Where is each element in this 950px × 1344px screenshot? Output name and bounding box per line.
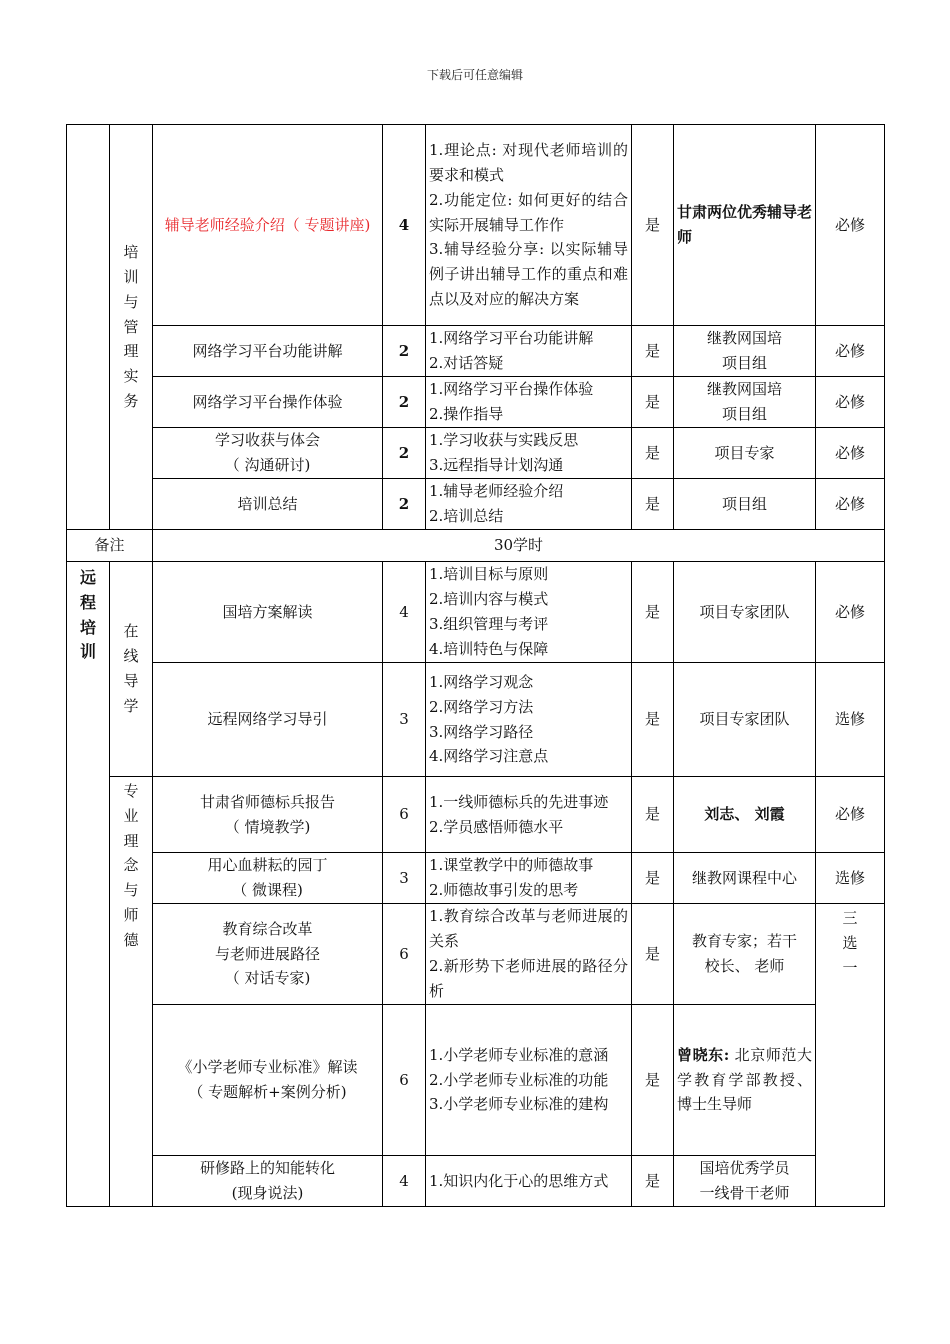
type-cell: 必修 [816,377,885,428]
online-cell: 是 [632,562,674,663]
course-title: 教育综合改革 与老师进展路径 （ 对话专家) [153,904,383,1005]
hours-cell: 4 [383,125,426,326]
course-title: 国培方案解读 [153,562,383,663]
content-cell: 1.课堂教学中的师德故事 2.师德故事引发的思考 [426,853,632,904]
teacher-cell: 国培优秀学员 一线骨干老师 [674,1156,816,1207]
table-row [67,125,885,326]
table-row [67,853,885,904]
teacher-title: 北京师范大学教育学部教授、 博士生导师 [677,1045,812,1114]
content-cell: 1.理论点: 对现代老师培训的要求和模式 2.功能定位: 如何更好的结合实际开展辅导工作作 3.辅导经验分享: 以实际辅导例子讲出辅导工作的重点和难点以及对应的解决方案 [426,125,632,326]
type-cell: 必修 [816,479,885,530]
table-row [67,562,885,663]
teacher-cell: 项目组 [674,479,816,530]
type-cell: 必修 [816,428,885,479]
teacher-cell: 项目专家团队 [674,562,816,663]
hours-cell: 6 [383,904,426,1005]
course-title: 培训总结 [153,479,383,530]
table-row [67,428,885,479]
remark-row [67,530,885,562]
online-cell: 是 [632,326,674,377]
online-cell: 是 [632,777,674,853]
table-row [67,1005,885,1156]
type-cell: 必修 [816,562,885,663]
content-cell: 1.辅导老师经验介绍 2.培训总结 [426,479,632,530]
type-cell: 必修 [816,125,885,326]
content-cell: 1.网络学习观念 2.网络学习方法 3.网络学习路径 4.网络学习注意点 [426,663,632,777]
hours-cell: 2 [383,479,426,530]
hours-cell: 2 [383,326,426,377]
course-title: 辅导老师经验介绍（ 专题讲座) [153,125,383,326]
page-header: 下载后可任意编辑 [426,68,523,82]
course-title: 用心血耕耘的园丁 （ 微课程) [153,853,383,904]
course-title: 《小学老师专业标准》解读 （ 专题解析+案例分析) [153,1005,383,1156]
module-label: 在 线 导 学 [110,562,153,777]
teacher-cell: 项目专家团队 [674,663,816,777]
course-title: 甘肃省师德标兵报告 （ 情境教学) [153,777,383,853]
course-title: 网络学习平台操作体验 [153,377,383,428]
module-label: 培 训 与 管 理 实 务 [110,125,153,530]
course-title: 远程网络学习导引 [153,663,383,777]
course-title: 学习收获与体会 （ 沟通研讨) [153,428,383,479]
table-row [67,663,885,777]
hours-cell: 6 [383,1005,426,1156]
teacher-cell: 教育专家；若干 校长、 老师 [674,904,816,1005]
course-title: 网络学习平台功能讲解 [153,326,383,377]
hours-cell: 2 [383,377,426,428]
content-cell: 1.知识内化于心的思维方式 [426,1156,632,1207]
online-cell: 是 [632,853,674,904]
table-row [67,377,885,428]
online-cell: 是 [632,1156,674,1207]
content-cell: 1.培训目标与原则 2.培训内容与模式 3.组织管理与考评 4.培训特色与保障 [426,562,632,663]
table-row [67,326,885,377]
online-cell: 是 [632,125,674,326]
category-cell [67,125,110,530]
type-cell: 必修 [816,326,885,377]
teacher-cell: 甘肃两位优秀辅导老师 [674,125,816,326]
teacher-cell: 继教网国培 项目组 [674,326,816,377]
content-cell: 1.教育综合改革与老师进展的关系 2.新形势下老师进展的路径分析 [426,904,632,1005]
module-label: 专 业 理 念 与 师 德 [110,777,153,1207]
table-row [67,777,885,853]
teacher-cell: 继教网课程中心 [674,853,816,904]
type-cell: 三 选 一 [816,904,885,1207]
teacher-cell: 刘志、 刘霞 [674,777,816,853]
content-cell: 1.一线师德标兵的先进事迹 2.学员感悟师德水平 [426,777,632,853]
hours-cell: 3 [383,853,426,904]
teacher-cell: 继教网国培 项目组 [674,377,816,428]
hours-cell: 4 [383,1156,426,1207]
content-cell: 1.小学老师专业标准的意涵 2.小学老师专业标准的功能 3.小学老师专业标准的建构 [426,1005,632,1156]
table-row [67,479,885,530]
hours-cell: 4 [383,562,426,663]
hours-cell: 2 [383,428,426,479]
table-row [67,1156,885,1207]
online-cell: 是 [632,663,674,777]
type-cell: 必修 [816,777,885,853]
teacher-cell: 项目专家 [674,428,816,479]
content-cell: 1.网络学习平台功能讲解 2.对话答疑 [426,326,632,377]
section-label: 远 程 培 训 [67,562,110,1207]
remark-value: 30学时 [153,530,885,562]
hours-cell: 6 [383,777,426,853]
online-cell: 是 [632,377,674,428]
online-cell: 是 [632,904,674,1005]
teacher-name: 曾晓东: [677,1045,730,1064]
online-cell: 是 [632,428,674,479]
type-cell: 选修 [816,853,885,904]
online-cell: 是 [632,479,674,530]
training-schedule-table [66,124,885,1207]
remark-label: 备注 [67,530,153,562]
course-title: 研修路上的知能转化 (现身说法) [153,1156,383,1207]
type-cell: 选修 [816,663,885,777]
content-cell: 1.学习收获与实践反思 3.远程指导计划沟通 [426,428,632,479]
table-row [67,904,885,1005]
teacher-cell [674,1005,816,1156]
hours-cell: 3 [383,663,426,777]
online-cell: 是 [632,1005,674,1156]
content-cell: 1.网络学习平台操作体验 2.操作指导 [426,377,632,428]
